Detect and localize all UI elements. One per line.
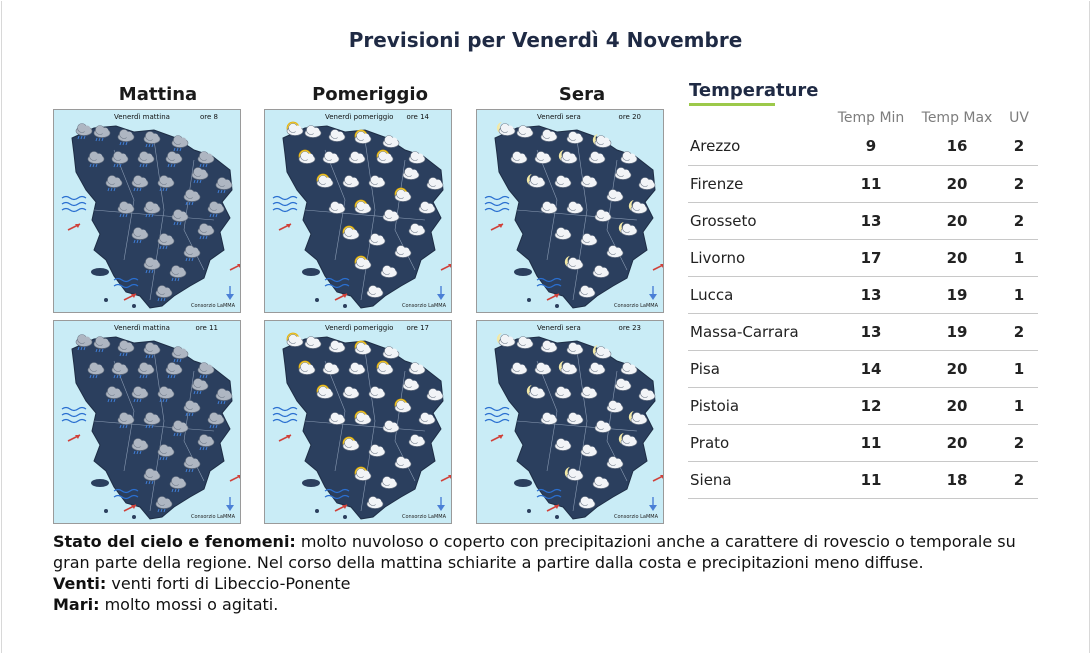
temp-max-value: 20 xyxy=(914,387,1000,424)
uv-value: 1 xyxy=(1000,350,1038,387)
city-name: Lucca xyxy=(688,276,828,313)
city-name: Arezzo xyxy=(688,128,828,165)
forecast-map[interactable] xyxy=(264,109,452,313)
uv-value: 1 xyxy=(1000,239,1038,276)
temperature-header-row xyxy=(688,108,1038,128)
header-temp-min: Temp Min xyxy=(837,110,905,126)
temperature-title: Temperature xyxy=(689,80,819,101)
city-name: Prato xyxy=(688,424,828,461)
temp-max-value: 18 xyxy=(914,461,1000,498)
uv-value: 2 xyxy=(1000,128,1038,165)
wind-text: venti forti di Libeccio-Ponente xyxy=(106,574,351,593)
map-day-label: Venerdì mattina xyxy=(114,324,170,332)
forecast-description xyxy=(53,531,1043,615)
temperature-table xyxy=(688,108,1038,499)
forecast-map[interactable] xyxy=(476,320,664,524)
tuscany-map-graphic xyxy=(54,110,240,312)
temperature-row xyxy=(688,350,1038,387)
column-heading-pomeriggio: Pomeriggio xyxy=(312,84,428,105)
tuscany-map-graphic xyxy=(54,321,240,523)
map-day-label: Venerdì sera xyxy=(537,113,581,121)
temperature-row xyxy=(688,387,1038,424)
uv-value: 1 xyxy=(1000,387,1038,424)
temp-max-value: 20 xyxy=(914,239,1000,276)
temperature-row xyxy=(688,128,1038,165)
tuscany-map-graphic xyxy=(265,110,451,312)
forecast-map[interactable] xyxy=(53,320,241,524)
map-hour-label: ore 23 xyxy=(618,324,641,332)
temp-max-value: 20 xyxy=(914,165,1000,202)
uv-value: 2 xyxy=(1000,202,1038,239)
city-name: Grosseto xyxy=(688,202,828,239)
sky-label: Stato del cielo e fenomeni: xyxy=(53,532,296,551)
city-name: Pisa xyxy=(688,350,828,387)
map-hour-label: ore 11 xyxy=(195,324,218,332)
city-name: Siena xyxy=(688,461,828,498)
temp-max-value: 20 xyxy=(914,202,1000,239)
forecast-map[interactable] xyxy=(53,109,241,313)
map-day-label: Venerdì mattina xyxy=(114,113,170,121)
map-credit: Consorzio LaMMA xyxy=(402,514,446,520)
sky-text: molto nuvoloso o coperto con precipitazioni anche a carattere di rovescio o temporale su gran parte della regione. Nel corso della mattina schiarite a partire dalla costa e precipitazioni meno diffuse. xyxy=(53,532,1016,572)
temp-min-value: 13 xyxy=(828,313,914,350)
uv-value: 2 xyxy=(1000,461,1038,498)
temperature-row xyxy=(688,165,1038,202)
temperature-row xyxy=(688,461,1038,498)
map-credit: Consorzio LaMMA xyxy=(191,303,235,309)
temp-min-value: 13 xyxy=(828,276,914,313)
map-credit: Consorzio LaMMA xyxy=(614,303,658,309)
temp-max-value: 20 xyxy=(914,424,1000,461)
map-hour-label: ore 8 xyxy=(200,113,218,121)
map-day-label: Venerdì pomeriggio xyxy=(325,113,394,121)
sky-description xyxy=(53,531,1043,573)
forecast-map[interactable] xyxy=(264,320,452,524)
header-temp-max: Temp Max xyxy=(921,110,993,126)
wind-label: Venti: xyxy=(53,574,107,593)
tuscany-map-graphic xyxy=(477,110,663,312)
uv-value: 2 xyxy=(1000,165,1038,202)
temperature-row xyxy=(688,276,1038,313)
map-credit: Consorzio LaMMA xyxy=(191,514,235,520)
forecast-map[interactable] xyxy=(476,109,664,313)
temperature-row xyxy=(688,424,1038,461)
temp-max-value: 16 xyxy=(914,128,1000,165)
wind-description xyxy=(53,573,1043,594)
city-name: Livorno xyxy=(688,239,828,276)
temp-min-value: 11 xyxy=(828,461,914,498)
tuscany-map-graphic xyxy=(265,321,451,523)
map-hour-label: ore 14 xyxy=(406,113,429,121)
temp-min-value: 14 xyxy=(828,350,914,387)
temp-max-value: 20 xyxy=(914,350,1000,387)
map-day-label: Venerdì pomeriggio xyxy=(325,324,394,332)
sea-label: Mari: xyxy=(53,595,100,614)
temp-min-value: 11 xyxy=(828,165,914,202)
temp-min-value: 12 xyxy=(828,387,914,424)
temperature-row xyxy=(688,202,1038,239)
sea-text: molto mossi o agitati. xyxy=(99,595,279,614)
temp-min-value: 17 xyxy=(828,239,914,276)
map-credit: Consorzio LaMMA xyxy=(614,514,658,520)
city-name: Firenze xyxy=(688,165,828,202)
header-city xyxy=(688,108,828,128)
header-uv: UV xyxy=(1009,110,1029,126)
temperature-row xyxy=(688,313,1038,350)
column-heading-mattina: Mattina xyxy=(118,84,198,105)
temperature-row xyxy=(688,239,1038,276)
tuscany-map-graphic xyxy=(477,321,663,523)
temp-min-value: 11 xyxy=(828,424,914,461)
page-title: Previsioni per Venerdì 4 Novembre xyxy=(348,28,743,52)
temp-max-value: 19 xyxy=(914,276,1000,313)
temp-min-value: 9 xyxy=(828,128,914,165)
temperature-underline xyxy=(689,103,775,106)
map-credit: Consorzio LaMMA xyxy=(402,303,446,309)
temp-min-value: 13 xyxy=(828,202,914,239)
city-name: Pistoia xyxy=(688,387,828,424)
map-hour-label: ore 17 xyxy=(406,324,429,332)
uv-value: 2 xyxy=(1000,313,1038,350)
column-heading-sera: Sera xyxy=(558,84,606,105)
temp-max-value: 19 xyxy=(914,313,1000,350)
uv-value: 2 xyxy=(1000,424,1038,461)
map-day-label: Venerdì sera xyxy=(537,324,581,332)
city-name: Massa-Carrara xyxy=(688,313,828,350)
uv-value: 1 xyxy=(1000,276,1038,313)
sea-description xyxy=(53,594,1043,615)
map-hour-label: ore 20 xyxy=(618,113,641,121)
